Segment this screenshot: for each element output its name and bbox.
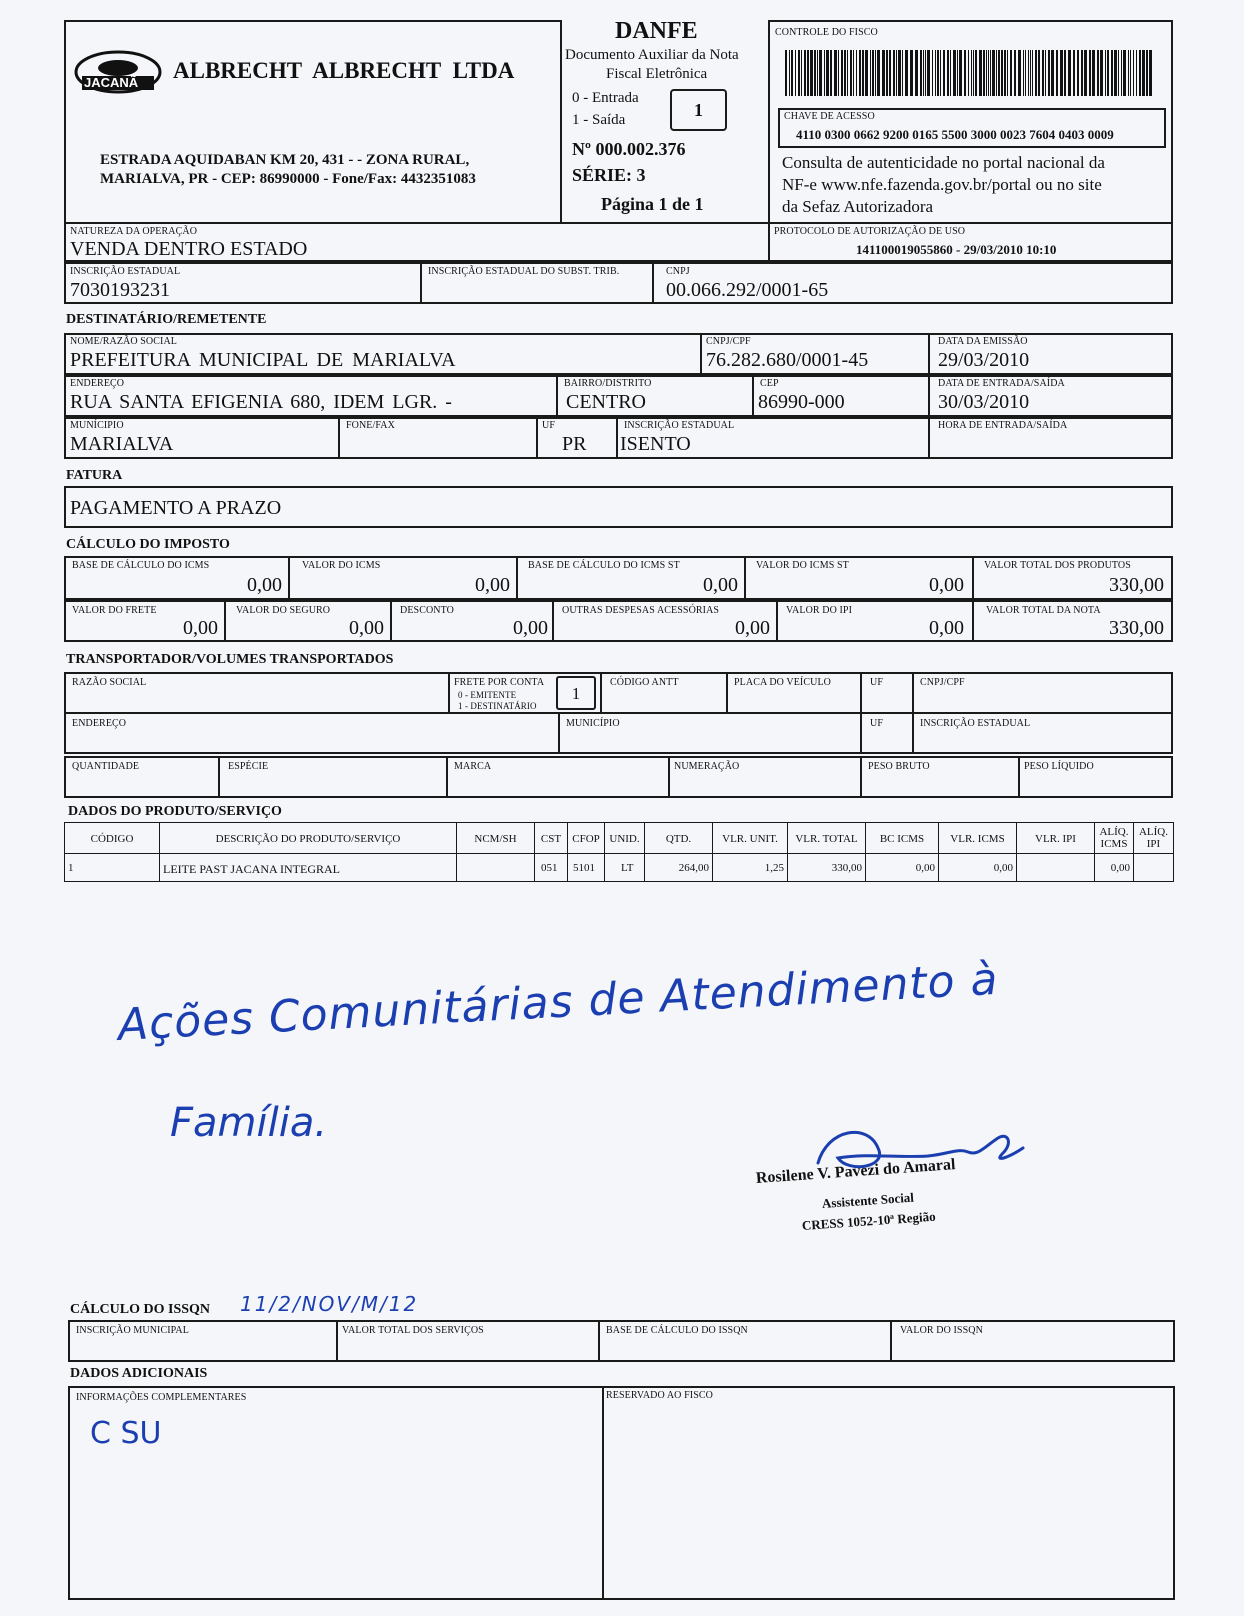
barcode-bar	[841, 50, 843, 96]
company-logo	[74, 50, 162, 94]
handwritten-line-2: Família.	[170, 1100, 328, 1146]
dest-bairro-value: CENTRO	[566, 391, 646, 413]
seguro-value: 0,00	[349, 617, 384, 639]
barcode-bar	[886, 50, 888, 96]
td-bc-icms: 0,00	[915, 862, 935, 874]
barcode-bar	[1073, 50, 1075, 96]
td-vlr-icms: 0,00	[993, 862, 1013, 874]
total-prod-label: VALOR TOTAL DOS PRODUTOS	[984, 560, 1131, 571]
barcode-bar	[847, 50, 848, 96]
barcode-bar	[957, 50, 958, 96]
barcode-bar	[859, 50, 861, 96]
barcode	[785, 50, 1153, 96]
barcode-bar	[1105, 50, 1106, 96]
cnpj-emit-label: CNPJ	[666, 266, 690, 277]
danfe-saida: 1 - Saída	[572, 112, 626, 128]
barcode-bar	[983, 50, 985, 96]
barcode-bar	[947, 50, 949, 96]
barcode-bar	[814, 50, 816, 96]
barcode-bar	[1042, 50, 1044, 96]
barcode-bar	[798, 50, 800, 96]
barcode-bar	[838, 50, 839, 96]
th-vlr-ipi: VLR. IPI	[1016, 822, 1095, 854]
danfe-tipo-value: 1	[694, 100, 703, 120]
barcode-bar	[927, 50, 930, 96]
td-vlr-total: 330,00	[831, 862, 862, 874]
seguro-label: VALOR DO SEGURO	[236, 605, 331, 616]
barcode-bar	[1064, 50, 1066, 96]
barcode-bar	[986, 50, 987, 96]
marca-label: MARCA	[454, 761, 492, 772]
issqn-total-label: VALOR TOTAL DOS SERVIÇOS	[342, 1325, 484, 1336]
barcode-bar	[1142, 50, 1145, 96]
barcode-bar	[1038, 50, 1040, 96]
barcode-bar	[862, 50, 864, 96]
barcode-bar	[920, 50, 922, 96]
col-sep	[1016, 853, 1017, 882]
barcode-bar	[1139, 50, 1141, 96]
col-sep	[604, 853, 605, 882]
frete-conta-value-box	[556, 676, 596, 710]
barcode-bar	[804, 50, 806, 96]
barcode-bar	[1146, 50, 1148, 96]
protocolo-label: PROTOCOLO DE AUTORIZAÇÃO DE USO	[774, 226, 966, 237]
barcode-bar	[1030, 50, 1031, 96]
barcode-bar	[1133, 50, 1134, 96]
barcode-bar	[925, 50, 926, 96]
transp-ie-label: INSCRIÇÃO ESTADUAL	[920, 718, 1031, 729]
destinatario-title: DESTINATÁRIO/REMETENTE	[66, 312, 267, 327]
natureza-value: VENDA DENTRO ESTADO	[70, 238, 308, 260]
fatura-value: PAGAMENTO A PRAZO	[70, 497, 282, 519]
dest-entrada-label: DATA DE ENTRADA/SAÍDA	[938, 378, 1065, 389]
barcode-bar	[1018, 50, 1021, 96]
td-cst: 051	[541, 862, 558, 874]
barcode-bar	[1004, 50, 1006, 96]
barcode-bar	[1051, 50, 1054, 96]
barcode-bar	[979, 50, 982, 96]
barcode-bar	[1014, 50, 1016, 96]
barcode-bar	[1149, 50, 1152, 96]
barcode-bar	[915, 50, 918, 96]
dest-ie-value: ISENTO	[620, 433, 691, 455]
barcode-bar	[785, 50, 787, 96]
imposto-title: CÁLCULO DO IMPOSTO	[66, 537, 230, 552]
barcode-bar	[1114, 50, 1117, 96]
issqn-handwritten: 11/2/NOV/M/12	[240, 1292, 419, 1316]
barcode-bar	[872, 50, 874, 96]
col-sep	[1133, 853, 1134, 882]
barcode-bar	[834, 50, 837, 96]
th-vlr-unit: VLR. UNIT.	[712, 822, 788, 854]
barcode-bar	[935, 50, 936, 96]
barcode-bar	[801, 50, 802, 96]
peso-bruto-label: PESO BRUTO	[868, 761, 930, 772]
especie-label: ESPÉCIE	[228, 761, 269, 772]
dest-cep-value: 86990-000	[758, 391, 845, 413]
issqn-title: CÁLCULO DO ISSQN	[70, 1302, 211, 1317]
barcode-bar	[1097, 50, 1099, 96]
th-vlr-icms: VLR. ICMS	[938, 822, 1017, 854]
barcode-bar	[971, 50, 972, 96]
barcode-bar	[882, 50, 885, 96]
frete-opt-0: 0 - EMITENTE	[458, 690, 517, 700]
barcode-bar	[1035, 50, 1037, 96]
issqn-base-label: BASE DE CÁLCULO DO ISSQN	[606, 1325, 748, 1336]
barcode-bar	[1081, 50, 1083, 96]
dest-uf-label: UF	[542, 420, 555, 431]
barcode-bar	[817, 50, 818, 96]
reservado-fisco-box	[602, 1386, 1175, 1600]
controle-fisco-label: CONTROLE DO FISCO	[775, 27, 878, 38]
barcode-bar	[1025, 50, 1026, 96]
th-aliq-ipi: ALÍQ. IPI	[1133, 822, 1174, 854]
outras-label: OUTRAS DESPESAS ACESSÓRIAS	[562, 605, 720, 616]
barcode-bar	[1068, 50, 1071, 96]
stamp-cress: CRESS 1052-10ª Região	[801, 1208, 937, 1233]
antt-label: CÓDIGO ANTT	[610, 677, 679, 688]
stamp-role: Assistente Social	[821, 1189, 915, 1211]
th-descricao: DESCRIÇÃO DO PRODUTO/SERVIÇO	[159, 822, 457, 854]
barcode-bar	[992, 50, 995, 96]
dest-cep-label: CEP	[760, 378, 779, 389]
base-st-label: BASE DE CÁLCULO DO ICMS ST	[528, 560, 680, 571]
barcode-bar	[1118, 50, 1119, 96]
col-sep	[159, 853, 160, 882]
barcode-bar	[830, 50, 832, 96]
valor-st-label: VALOR DO ICMS ST	[756, 560, 849, 571]
info-compl-label: INFORMAÇÕES COMPLEMENTARES	[76, 1392, 247, 1403]
td-vlr-unit: 1,25	[764, 862, 784, 874]
barcode-bar	[1010, 50, 1012, 96]
dest-emissao-value: 29/03/2010	[938, 349, 1030, 371]
reservado-fisco-label: RESERVADO AO FISCO	[606, 1390, 713, 1401]
barcode-bar	[1077, 50, 1079, 96]
ipi-label: VALOR DO IPI	[786, 605, 853, 616]
ie-label: INSCRIÇÃO ESTADUAL	[70, 266, 181, 277]
quantidade-label: QUANTIDADE	[72, 761, 140, 772]
dest-municipio-value: MARIALVA	[70, 433, 174, 455]
barcode-bar	[988, 50, 989, 96]
barcode-bar	[1121, 50, 1122, 96]
dest-fone-label: FONE/FAX	[346, 420, 395, 431]
barcode-bar	[1001, 50, 1003, 96]
fatura-title: FATURA	[66, 468, 123, 483]
barcode-bar	[807, 50, 809, 96]
barcode-bar	[1084, 50, 1087, 96]
dest-municipio-label: MUNÍCIPIO	[70, 420, 124, 431]
barcode-bar	[1045, 50, 1046, 96]
logo-text: JACANÃ	[84, 75, 139, 90]
barcode-bar	[826, 50, 829, 96]
consulta-line-1: Consulta de autenticidade no portal nacional da	[782, 153, 1105, 172]
transp-cnpj-label: CNPJ/CPF	[920, 677, 965, 688]
th-ncm: NCM/SH	[456, 822, 535, 854]
danfe-tipo-box	[670, 89, 727, 131]
barcode-bar	[810, 50, 813, 96]
frete-label: VALOR DO FRETE	[72, 605, 157, 616]
barcode-bar	[943, 50, 945, 96]
barcode-bar	[1123, 50, 1126, 96]
th-vlr-total: VLR. TOTAL	[787, 822, 866, 854]
barcode-bar	[1023, 50, 1024, 96]
emitter-name: ALBRECHT ALBRECHT LTDA	[173, 58, 515, 83]
col-sep	[567, 853, 568, 882]
barcode-bar	[865, 50, 868, 96]
barcode-bar	[824, 50, 825, 96]
produtos-title: DADOS DO PRODUTO/SERVIÇO	[68, 804, 282, 819]
frete-value: 0,00	[183, 617, 218, 639]
barcode-bar	[1092, 50, 1095, 96]
consulta-line-3: da Sefaz Autorizadora	[782, 197, 934, 216]
dest-cnpj-value: 76.282.680/0001-45	[706, 349, 869, 371]
dest-hora-label: HORA DE ENTRADA/SAÍDA	[938, 420, 1068, 431]
danfe-entrada: 0 - Entrada	[572, 90, 639, 106]
barcode-bar	[998, 50, 1000, 96]
th-codigo: CÓDIGO	[64, 822, 160, 854]
dest-nome-value: PREFEITURA MUNICIPAL DE MARIALVA	[70, 349, 456, 371]
col-sep	[456, 853, 457, 882]
barcode-bar	[923, 50, 924, 96]
barcode-bar	[791, 50, 793, 96]
barcode-bar	[853, 50, 854, 96]
base-st-value: 0,00	[703, 574, 738, 596]
barcode-bar	[964, 50, 966, 96]
barcode-bar	[1128, 50, 1129, 96]
barcode-bar	[795, 50, 796, 96]
barcode-bar	[1107, 50, 1109, 96]
frete-opt-1: 1 - DESTINATÁRIO	[458, 701, 537, 711]
issqn-im-label: INSCRIÇÃO MUNICIPAL	[76, 1325, 189, 1336]
barcode-bar	[1028, 50, 1029, 96]
cnpj-emit-value: 00.066.292/0001-65	[666, 279, 829, 301]
dest-uf-value: PR	[562, 433, 587, 455]
barcode-bar	[905, 50, 908, 96]
barcode-bar	[1089, 50, 1091, 96]
dest-bairro-label: BAIRRO/DISTRITO	[564, 378, 652, 389]
transporte-title: TRANSPORTADOR/VOLUMES TRANSPORTADOS	[66, 652, 394, 667]
natureza-label: NATUREZA DA OPERAÇÃO	[70, 226, 198, 237]
barcode-bar	[902, 50, 903, 96]
base-icms-label: BASE DE CÁLCULO DO ICMS	[72, 560, 210, 571]
barcode-bar	[1136, 50, 1137, 96]
handwritten-line-1: Ações Comunitárias de Atendimento à	[116, 953, 1000, 1051]
td-aliq-icms: 0,00	[1110, 862, 1130, 874]
barcode-bar	[975, 50, 977, 96]
th-qtd: QTD.	[644, 822, 713, 854]
barcode-bar	[1048, 50, 1050, 96]
barcode-bar	[1007, 50, 1008, 96]
barcode-bar	[898, 50, 901, 96]
dest-emissao-label: DATA DA EMISSÃO	[938, 336, 1028, 347]
transp-uf2-box	[860, 712, 914, 754]
dest-nome-label: NOME/RAZÃO SOCIAL	[70, 336, 177, 347]
total-prod-value: 330,00	[1109, 574, 1164, 596]
ie-st-label: INSCRIÇÃO ESTADUAL DO SUBST. TRIB.	[428, 266, 620, 277]
frete-conta-value: 1	[571, 684, 581, 703]
transp-municipio-label: MUNICÍPIO	[566, 718, 620, 729]
barcode-bar	[932, 50, 933, 96]
valor-st-value: 0,00	[929, 574, 964, 596]
transp-uf2-label: UF	[870, 718, 883, 729]
th-unid: UNID.	[604, 822, 645, 854]
barcode-bar	[1032, 50, 1033, 96]
dest-endereco-label: ENDEREÇO	[70, 378, 125, 389]
td-descricao: LEITE PAST JACANA INTEGRAL	[163, 862, 341, 876]
total-nota-value: 330,00	[1109, 617, 1164, 639]
td-codigo: 1	[68, 862, 74, 874]
barcode-bar	[875, 50, 876, 96]
barcode-bar	[1100, 50, 1103, 96]
barcode-bar	[950, 50, 951, 96]
danfe-numero: Nº 000.002.376	[572, 139, 686, 159]
danfe-pagina: Página 1 de 1	[601, 194, 704, 214]
desconto-value: 0,00	[513, 617, 548, 639]
consulta-line-2: NF-e www.nfe.fazenda.gov.br/portal ou no site	[782, 175, 1102, 194]
barcode-bar	[953, 50, 956, 96]
barcode-bar	[856, 50, 857, 96]
th-bc-icms: BC ICMS	[865, 822, 939, 854]
valor-icms-value: 0,00	[475, 574, 510, 596]
barcode-bar	[893, 50, 895, 96]
barcode-bar	[959, 50, 962, 96]
barcode-bar	[996, 50, 997, 96]
barcode-bar	[850, 50, 852, 96]
emitter-address-1: ESTRADA AQUIDABAN KM 20, 431 - - ZONA RURAL,	[100, 152, 470, 168]
td-unid: LT	[621, 862, 634, 874]
barcode-bar	[937, 50, 939, 96]
barcode-bar	[844, 50, 846, 96]
barcode-bar	[889, 50, 891, 96]
barcode-bar	[973, 50, 974, 96]
outras-value: 0,00	[735, 617, 770, 639]
emitter-address-2: MARIALVA, PR - CEP: 86990000 - Fone/Fax: 4432351083	[100, 171, 476, 187]
stamp-name: Rosilene V. Pavezi do Amaral	[755, 1156, 956, 1187]
transp-endereco-box	[64, 712, 560, 754]
barcode-bar	[819, 50, 822, 96]
td-cfop: 5101	[573, 862, 595, 874]
danfe-serie: SÉRIE: 3	[572, 165, 646, 185]
base-icms-value: 0,00	[247, 574, 282, 596]
ipi-value: 0,00	[929, 617, 964, 639]
th-cfop: CFOP	[567, 822, 605, 854]
transp-uf-box	[860, 672, 914, 714]
td-qtd: 264,00	[678, 862, 709, 874]
ie-value: 7030193231	[70, 279, 170, 301]
frete-conta-label: FRETE POR CONTA	[454, 677, 545, 688]
desconto-label: DESCONTO	[400, 605, 454, 616]
dest-ie-label: INSCRIÇÃO ESTADUAL	[624, 420, 735, 431]
issqn-valor-label: VALOR DO ISSQN	[900, 1325, 983, 1336]
barcode-bar	[910, 50, 913, 96]
placa-label: PLACA DO VEÍCULO	[734, 677, 831, 688]
barcode-bar	[940, 50, 941, 96]
protocolo-value: 141100019055860 - 29/03/2010 10:10	[856, 242, 1057, 257]
col-sep	[534, 853, 535, 882]
barcode-bar	[990, 50, 991, 96]
th-aliq-icms: ALÍQ. ICMS	[1094, 822, 1134, 854]
th-cst: CST	[534, 822, 568, 854]
dest-entrada-value: 30/03/2010	[938, 391, 1030, 413]
barcode-bar	[896, 50, 897, 96]
razao-label: RAZÃO SOCIAL	[72, 677, 147, 688]
peso-liquido-label: PESO LÍQUIDO	[1024, 761, 1094, 772]
chave-label: CHAVE DE ACESSO	[784, 111, 875, 122]
total-nota-label: VALOR TOTAL DA NOTA	[986, 605, 1101, 616]
barcode-bar	[877, 50, 880, 96]
dest-cnpj-label: CNPJ/CPF	[706, 336, 751, 347]
info-compl-handwritten: C SU	[90, 1416, 162, 1451]
adicionais-title: DADOS ADICIONAIS	[70, 1366, 208, 1381]
chave-value: 4110 0300 0662 9200 0165 5500 3000 0023 7604 0403 0009	[796, 127, 1114, 142]
transp-endereco-label: ENDEREÇO	[72, 718, 127, 729]
barcode-bar	[870, 50, 871, 96]
barcode-bar	[789, 50, 790, 96]
transp-uf-label: UF	[870, 677, 883, 688]
danfe-subtitle-2: Fiscal Eletrônica	[606, 66, 708, 82]
barcode-bar	[968, 50, 969, 96]
dest-endereco-value: RUA SANTA EFIGENIA 680, IDEM LGR. -	[70, 391, 452, 413]
barcode-bar	[1056, 50, 1058, 96]
valor-icms-label: VALOR DO ICMS	[302, 560, 381, 571]
danfe-subtitle-1: Documento Auxiliar da Nota	[565, 47, 739, 63]
barcode-bar	[1060, 50, 1063, 96]
barcode-bar	[1130, 50, 1131, 96]
danfe-title: DANFE	[615, 18, 698, 44]
barcode-bar	[1111, 50, 1113, 96]
numeracao-label: NUMERAÇÃO	[674, 761, 740, 772]
